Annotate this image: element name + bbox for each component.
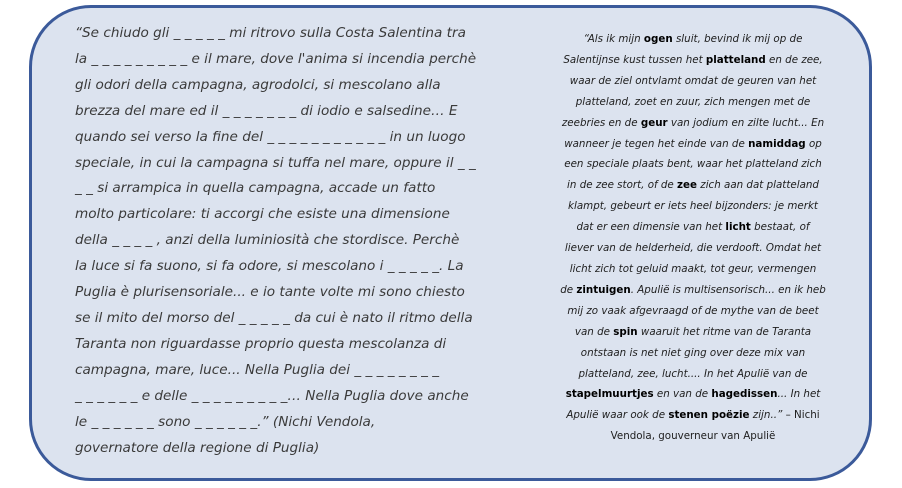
italian-line: della _ _ _ _ , anzi della luminiosità che stordisce. Perchè [75,232,460,249]
dutch-line: dat er een dimensie van het licht bestaat, of [576,221,810,234]
italian-line: _ _ si arrampica in quella campagna, accade un fatto [75,180,436,197]
dutch-quote [538,29,848,447]
dutch-line: platteland, zee, lucht.... In het Apulië van de [578,367,808,380]
dutch-attribution: Vendola, gouverneur van Apulië [610,430,776,443]
dutch-line: de zintuigen. Apulië is multisensorisch... en ik heb [560,283,826,296]
dutch-line: platteland, zoet en zuur, zich mengen met de [575,95,811,108]
italian-quote [75,21,515,461]
dutch-line: liever van de helderheid, die verdooft. Omdat het [564,242,822,255]
dutch-line: wanneer je tegen het einde van de namiddag op [564,137,822,150]
italian-line: molto particolare: ti accorgi che esiste una dimensione [75,206,450,223]
italian-line: Taranta non riguardasse proprio questa mescolanza di [75,335,447,352]
keyword: geur [640,116,668,129]
dutch-line: stapelmuurtjes en van de hagedissen... In het [565,388,821,401]
keyword: platteland [705,53,766,66]
dutch-line: “Als ik mijn ogen sluit, bevind ik mij op de [583,33,803,45]
italian-line: quando sei verso la fine del _ _ _ _ _ _ _ _ _ _ _ in un luogo [75,128,466,145]
italian-line: campagna, mare, luce... Nella Puglia dei _ _ _ _ _ _ _ _ [75,361,439,378]
dutch-line: klampt, gebeurt er iets heel bijzonders: je merkt [568,200,818,213]
italian-line: la luce si fa suono, si fa odore, si mescolano i _ _ _ _ _. La [75,258,464,275]
italian-line: brezza del mare ed il _ _ _ _ _ _ _ di iodio e salsedine… E [75,102,458,119]
italian-line: le _ _ _ _ _ _ sono _ _ _ _ _ _.” (Nichi Vendola, [75,413,376,430]
keyword: stapelmuurtjes [565,388,654,401]
dutch-line: waar de ziel ontvlamt omdat de geuren van het [569,74,817,87]
dutch-line: zeebries en de geur van jodium en zilte lucht... En [561,116,825,129]
dutch-line: Salentijnse kust tussen het platteland en de zee, [563,53,823,66]
italian-line: speciale, in cui la campagna si tuffa nel mare, oppure il _ _ [75,154,476,171]
dutch-line: licht zich tot geluid maakt, tot geur, vermengen [569,262,817,275]
italian-line: Puglia è plurisensoriale... e io tante volte mi sono chiesto [75,284,465,301]
keyword: namiddag [748,137,806,150]
italian-line: “Se chiudo gli _ _ _ _ _ mi ritrovo sulla Costa Salentina tra [75,25,466,41]
dutch-line: een speciale plaats bent, waar het platteland zich [564,158,822,171]
keyword: licht [725,221,751,234]
keyword: ogen [643,33,673,45]
keyword: spin [613,325,638,338]
keyword: zee [677,179,698,192]
dutch-line: Apulië waar ook de stenen poëzie zijn..” – Nichi [566,409,820,422]
keyword: stenen poëzie [668,409,750,422]
keyword: zintuigen [576,283,631,296]
keyword: hagedissen [711,388,778,401]
italian-line: _ _ _ _ _ _ e delle _ _ _ _ _ _ _ _ _… Nella Puglia dove anche [75,387,469,404]
italian-line: governatore della regione di Puglia) [75,439,320,456]
italian-line: gli odori della campagna, agrodolci, si mescolano alla [75,76,441,93]
dutch-line: in de zee stort, of de zee zich aan dat platteland [567,179,819,192]
dutch-line: mij zo vaak afgevraagd of de mythe van de beet [567,304,819,317]
dutch-line: van de spin waaruit het ritme van de Taranta [574,325,812,338]
italian-line: la _ _ _ _ _ _ _ _ _ e il mare, dove l'anima si incendia perchè [75,50,477,67]
italian-line: se il mito del morso del _ _ _ _ _ da cui è nato il ritmo della [75,309,473,326]
dutch-line: ontstaan is net niet ging over deze mix van [580,346,806,359]
